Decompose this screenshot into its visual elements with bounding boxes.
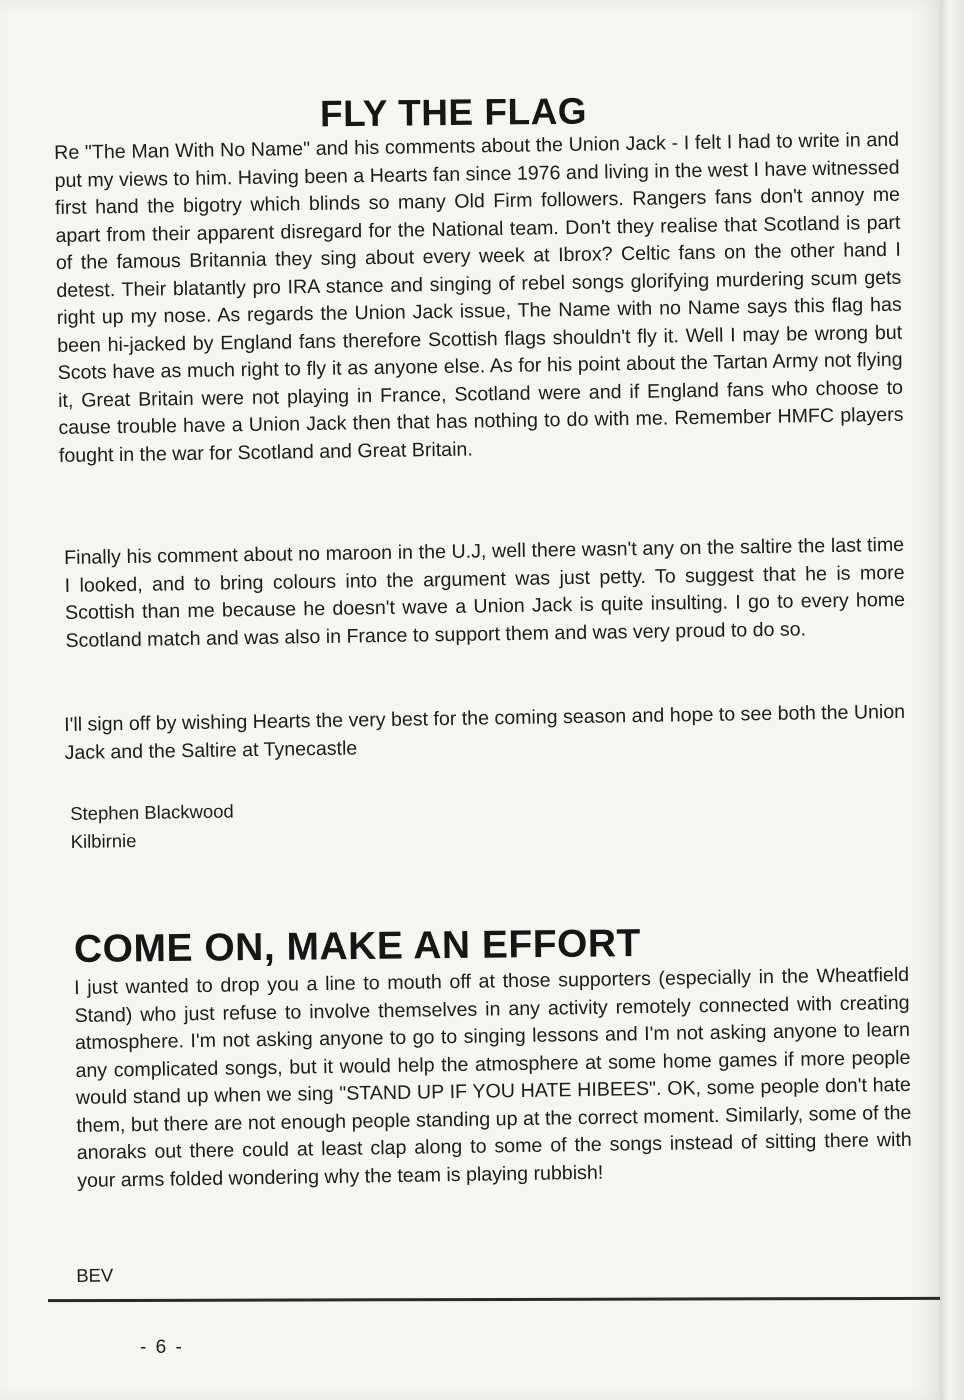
page-spine [940,0,964,1400]
letter-signature [70,795,371,856]
article2-paragraph: I just wanted to drop you a line to mouth off at those supporters (especially in the Wheatfield Stand) who just refuse to involve themselves in any activity remotely connected with creating atmosphere. I'm not asking anyone to go to singing lessons and I'm not asking anyone to learn any complicated songs, but it would help the atmosphere at some home games if more people would stand up when we sing "STAND UP IF YOU HATE HIBEES". OK, some people don't hate them, but there are not enough people standing up at the correct moment. Similarly, some of the anoraks out there could at least clap along to some of the songs instead of sitting there with your arms folded wondering why the team is playing rubbish! [74,963,912,1192]
signature-name: Stephen Blackwood [70,800,234,824]
article-paragraph-2: Finally his comment about no maroon in the U.J, well there wasn't any on the saltire the last time I looked, and to bring colours into the argument was just petty. To suggest that he is more Scottish than me because he doesn't wave a Union Jack is quite insulting. I go to every home Scotland match and was also in France to support them and was very proud to do so. [64,533,906,652]
article-paragraph-3: I'll sign off by wishing Hearts the very best for the coming season and hope to see both the Union Jack and the Saltire at Tynecastle [64,700,906,764]
page-number: - 6 - [140,1337,184,1358]
footer-rule [48,1297,940,1302]
article-title-fly-the-flag: FLY THE FLAG [319,90,588,135]
signature-place: Kilbirnie [70,829,137,852]
article-title-make-an-effort: COME ON, MAKE AN EFFORT [73,922,642,971]
article-paragraph-1: Re "The Man With No Name" and his comments about the Union Jack - I felt I had to write in and put my views to him. Having been a Hearts fan since 1976 and living in the west I have witnessed first hand the bigotry which blinds so many Old Firm followers. Rangers fans don't annoy me apart from their apparent disregard for the National team. Don't they realise that Scotland is part of the famous Britannia they sing about every week at Ibrox? Celtic fans on the other hand I detest. Their blatantly pro IRA stance and singing of rebel songs glorifying murdering scum gets right up my nose. As regards the Union Jack issue, The Name with no Name says this flag has been hi-jacked by England fans therefore Scottish flags shouldn't fly it. Well I may be wrong but Scots have as much right to fly it as anyone else. As for his point about the Tartan Army not flying it, Great Britain were not playing in France, Scotland were and if England fans who choose to cause trouble have a Union Jack then that has nothing to do with me. Remember HMFC players fought in the war for Scotland and Great Britain. [54,128,904,467]
article2-signature: BEV [76,1264,114,1286]
